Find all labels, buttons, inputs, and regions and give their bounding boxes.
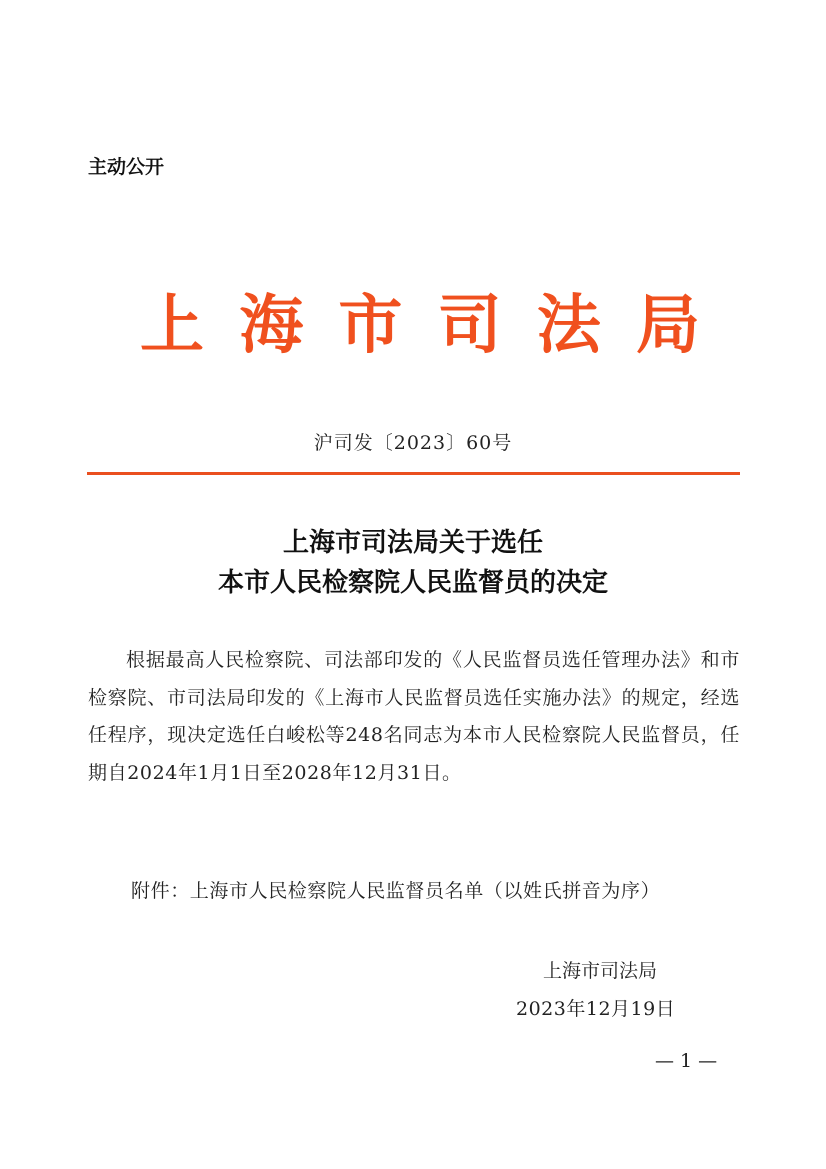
red-divider	[87, 472, 740, 475]
body-paragraph: 根据最高人民检察院、司法部印发的《人民监督员选任管理办法》和市检察院、市司法局印发的《上海市人民监督员选任实施办法》的规定，经选任程序，现决定选任白峻松等248名同志为本市人民检察院人民监督员，任期自2024年1月1日至2028年12月31日。	[88, 649, 740, 784]
page-number: — 1 —	[655, 1050, 718, 1072]
attachment-note: 附件：上海市人民检察院人民监督员名单（以姓氏拼音为序）	[131, 880, 661, 902]
signature-date: 2023年12月19日	[516, 998, 676, 1020]
issuer-char: 市	[338, 288, 403, 363]
issuer-char: 法	[536, 288, 601, 363]
document-title-line1: 上海市司法局关于选任	[282, 528, 543, 558]
issuer-char: 海	[239, 288, 304, 363]
disclosure-label: 主动公开	[88, 156, 165, 178]
issuer-char: 局	[635, 288, 700, 363]
issuer-char: 司	[437, 288, 502, 363]
document-number: 沪司发〔2023〕60号	[313, 432, 513, 454]
issuer-masthead	[140, 270, 700, 370]
document-title-line2: 本市人民检察院人民监督员的决定	[217, 568, 608, 598]
signature-organization: 上海市司法局	[543, 960, 658, 982]
issuer-char: 上	[140, 288, 204, 363]
